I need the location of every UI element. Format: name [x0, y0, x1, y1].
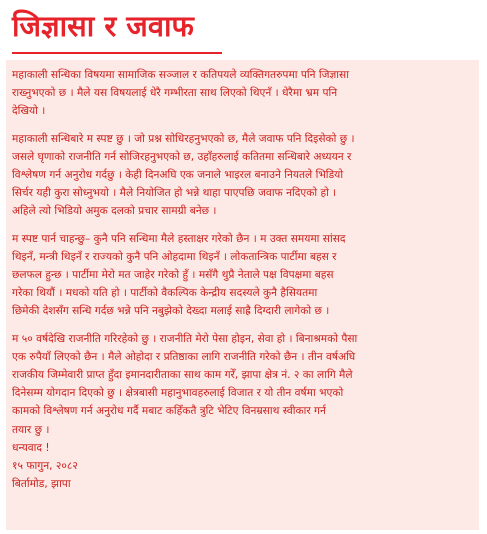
place-text: बिर्तामोड, झापा: [12, 478, 71, 491]
paragraph-1: [12, 66, 474, 121]
text-line: दिनेसम्म योगदान दिएको छु । क्षेत्रबासी महानुभावहरुलाई विजात र यो तीन वर्षमा भएको: [12, 387, 344, 400]
text-line: देखियो ।: [12, 105, 46, 118]
text-line: कामको विश्लेषण गर्न अनुरोध गर्दै मबाट कहिँकतै त्रुटि भेटिए विनम्रसाथ स्वीकार गर्न: [12, 405, 326, 418]
paragraph-2: [12, 130, 474, 221]
text-line: राजकीय जिम्मेवारी प्राप्त हुँदा इमानदारीताका साथ काम गरेँ, झापा क्षेत्र नं. २ का लागि मैले: [12, 369, 353, 382]
text-line: तयार छु ।: [12, 423, 50, 436]
paragraph-3: [12, 230, 474, 321]
text-line: छलफल हुन्छ । पार्टीमा मेरो मत जाहेर गरेको हुँ । मसँगै थुप्रै नेताले पक्ष विपक्षमा बहस: [12, 269, 334, 282]
text-line: म स्पष्ट पार्न चाहन्छु– कुनै पनि सन्धिमा मैले हस्ताक्षर गरेको छैन । म उक्त समयमा सांसद: [12, 232, 346, 245]
text-line: म ५० वर्षदेखि राजनीति गरिरहेको छु । राजनीति मेरो पेसा होइन, सेवा हो । बिनाश्रमको पैसा: [12, 332, 358, 345]
text-line: थिइनँ, मन्त्री थिइनँ र राज्यको कुनै पनि ओहदामा थिइनँ । लोकतान्त्रिक पार्टीमा बहस र: [12, 250, 337, 263]
closing-text: धन्यवाद !: [12, 441, 50, 454]
date-text: १५ फागुन, २०८२: [12, 460, 78, 473]
text-line: महाकाली सन्धिबारे म स्पष्ट छु । जो प्रश्न सोधिरहनुभएको छ, मैले जवाफ पनि दिइसेको छु ।: [12, 132, 355, 145]
text-line: एक रुपैयाँ लिएको छैन । मैले ओहोदा र प्रतिष्ठाका लागि राजनीति गरेको छैन । तीन वर्षअघि: [12, 350, 356, 363]
text-line: विश्लेषण गर्न अनुरोध गर्दछु । केही दिनअघि एक जनाले भाइरल बनाउने नियतले भिडियो: [12, 169, 344, 182]
text-line: सिर्चर यही कुरा सोध्नुभयो । मैले नियोजित हो भन्ने थाहा पाएपछि जवाफ नदिएको हो ।: [12, 187, 337, 200]
page-title: जिज्ञासा र जवाफ: [12, 9, 194, 43]
text-line: छिमेकी देशसँग सन्धि गर्दछ भन्ने पनि नबुझेको देख्दा मलाई साह्रै दिग्दारी लागेको छ ।: [12, 305, 330, 318]
paragraph-4: [12, 330, 474, 439]
text-line: राख्नुभएको छ । मैले यस विषयलाई धेरै गम्भीरता साथ लिएको थिएनँ । धेरैमा भ्रम पनि: [12, 87, 338, 100]
signature-block: [12, 439, 474, 494]
text-line: जसले घृणाको राजनीति गर्न सोजिरहनुभएको छ, उहाँहरुलाई कतितमा सन्धिबारे अध्ययन र: [12, 150, 352, 163]
statement-body: [12, 66, 474, 493]
text-line: गरेका थियौं । मधको यति हो । पार्टीको वैकल्पिक केन्द्रीय सदस्यले कुनै हैसियतमा: [12, 287, 318, 300]
title-underline: [12, 52, 222, 54]
text-line: महाकाली सन्धिका विषयमा सामाजिक सञ्जाल र कतिपयले व्यक्तिगतरुपमा पनि जिज्ञासा: [12, 69, 349, 81]
text-line: अहिले त्यो भिडियो अमुक दलको प्रचार सामग्री बनेछ ।: [12, 205, 217, 218]
